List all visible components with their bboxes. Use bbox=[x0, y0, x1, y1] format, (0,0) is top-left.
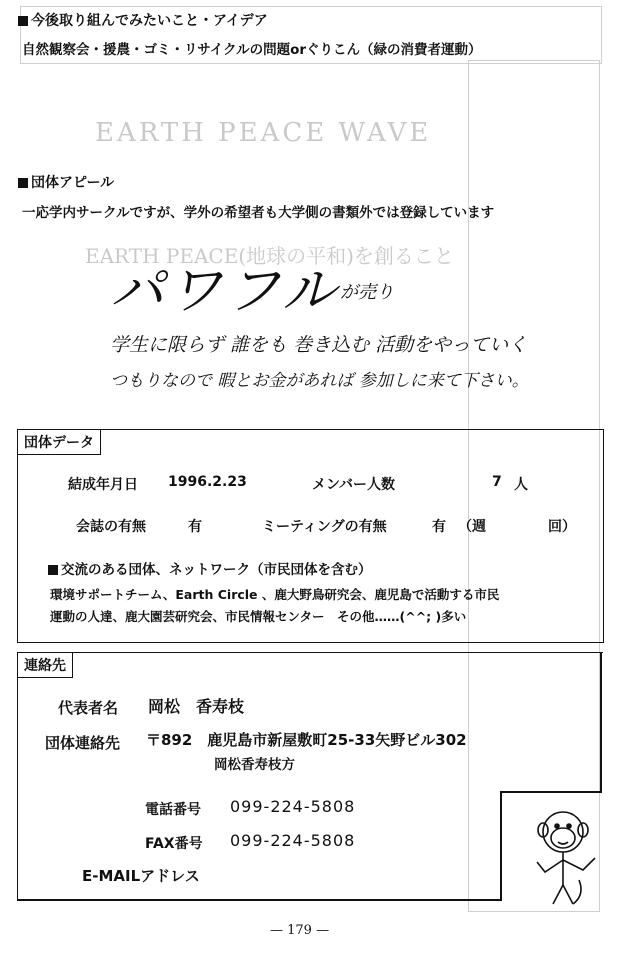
contact-box-bottom bbox=[17, 899, 502, 901]
square-bullet-icon bbox=[18, 16, 28, 26]
tel-value: 099-224-5808 bbox=[230, 797, 356, 816]
appeal-handwritten-line2: つもりなので 暇とお金があれば 参加しに来て下さい。 bbox=[110, 371, 529, 391]
tel-label: 電話番号 bbox=[145, 802, 201, 818]
address-line-1: 〒892 鹿児島市新屋敷町25-33矢野ビル302 bbox=[146, 731, 467, 749]
appeal-handwritten-line1: 学生に限らず 誰をも 巻き込む 活動をやっていく bbox=[110, 334, 528, 356]
meeting-value: 有 bbox=[432, 519, 446, 535]
members-value: 7 bbox=[492, 474, 502, 490]
contact-box-inner-edge bbox=[500, 791, 502, 901]
bulletin-label: 会誌の有無 bbox=[76, 519, 146, 535]
org-data-tab: 団体データ bbox=[17, 429, 101, 455]
plans-heading: 今後取り組んでみたいこと・アイデア bbox=[18, 10, 268, 30]
plans-text: 自然観察会・援農・ゴミ・リサイクルの問題orぐりこん（緑の消費者運動） bbox=[22, 42, 482, 58]
founded-value: 1996.2.23 bbox=[168, 474, 247, 490]
ghost-title: EARTH PEACE WAVE bbox=[95, 118, 432, 148]
fax-value: 099-224-5808 bbox=[230, 831, 356, 850]
square-bullet-icon bbox=[18, 178, 28, 188]
monkey-drawing bbox=[515, 800, 605, 910]
bulletin-value: 有 bbox=[188, 519, 202, 535]
ghost-subtitle: EARTH PEACE(地球の平和)を創ること bbox=[85, 244, 454, 268]
rep-value: 岡松 香寿枝 bbox=[148, 697, 245, 716]
meeting-frequency-close: 回） bbox=[548, 519, 576, 535]
meeting-frequency-open: （週 bbox=[458, 519, 486, 535]
contact-box-right-upper bbox=[600, 652, 602, 792]
page-number: — 179 — bbox=[270, 923, 330, 938]
address-line-2: 岡松香寿枝方 bbox=[214, 757, 295, 773]
members-label: メンバー人数 bbox=[312, 477, 396, 493]
appeal-text: 一応学内サークルですが、学外の希望者も大学側の書類外では登録しています bbox=[22, 205, 495, 221]
meeting-label: ミーティングの有無 bbox=[262, 519, 387, 535]
network-line-2: 運動の人達、鹿大園芸研究会、市民情報センター その他……(^^; )多い bbox=[50, 609, 467, 624]
appeal-heading: 団体アピール bbox=[18, 172, 114, 192]
fax-label: FAX番号 bbox=[145, 836, 203, 852]
members-unit: 人 bbox=[514, 477, 528, 493]
appeal-handwritten-big: パワフル bbox=[110, 259, 340, 322]
appeal-handwritten-small: が売り bbox=[340, 282, 394, 303]
contact-box-step bbox=[500, 791, 602, 793]
email-label: E-MAILアドレス bbox=[82, 867, 200, 885]
rep-label: 代表者名 bbox=[58, 699, 119, 717]
network-heading: 交流のある団体、ネットワーク（市民団体を含む） bbox=[48, 558, 372, 578]
square-bullet-icon bbox=[48, 565, 58, 575]
founded-label: 結成年月日 bbox=[68, 477, 138, 493]
contact-tab: 連絡先 bbox=[17, 652, 73, 678]
network-line-1: 環境サポートチーム、Earth Circle 、鹿大野鳥研究会、鹿児島で活動する市民 bbox=[50, 587, 500, 602]
address-label: 団体連絡先 bbox=[45, 734, 121, 752]
